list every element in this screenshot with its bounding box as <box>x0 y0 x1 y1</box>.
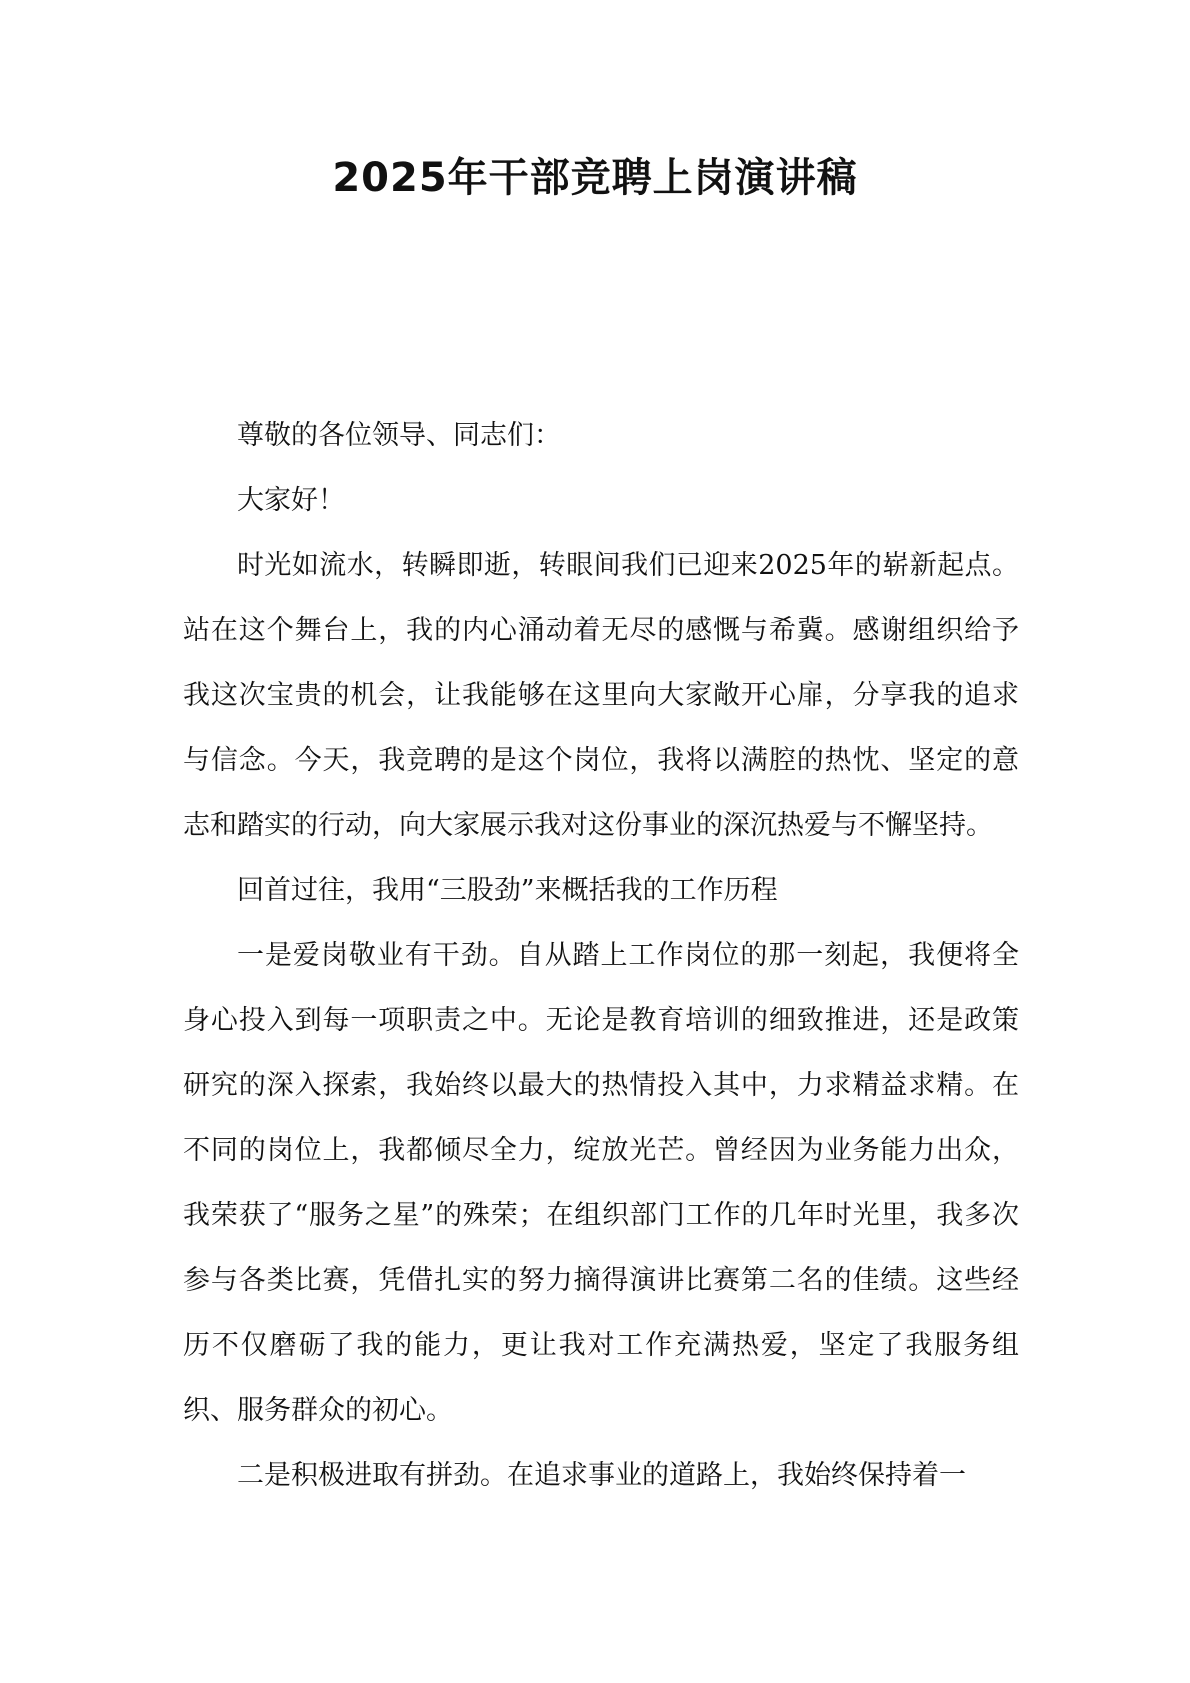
document-body <box>183 403 1019 1508</box>
document-title: 2025年干部竞聘上岗演讲稿 <box>332 155 858 201</box>
salutation: 尊敬的各位领导、同志们： <box>237 420 561 451</box>
paragraph-intro: 时光如流水，转瞬即逝，转眼间我们已迎来2025年的崭新起点。站在这个舞台上，我的内心涌动着无尽的感慨与希冀。感谢组织给予我这次宝贵的机会，让我能够在这里向大家敞开心扉，分享我的追求与信念。今天，我竞聘的是这个岗位，我将以满腔的热忱、坚定的意志和踏实的行动，向大家展示我对这份事业的深沉热爱与不懈坚持。 <box>183 550 1019 841</box>
greeting: 大家好！ <box>237 485 345 516</box>
paragraph-summary: 回首过往，我用“三股劲”来概括我的工作历程 <box>237 875 778 906</box>
paragraph-point-two: 二是积极进取有拼劲。在追求事业的道路上，我始终保持着一 <box>237 1460 966 1491</box>
paragraph-point-one: 一是爱岗敬业有干劲。自从踏上工作岗位的那一刻起，我便将全身心投入到每一项职责之中。无论是教育培训的细致推进，还是政策研究的深入探索，我始终以最大的热情投入其中，力求精益求精。在不同的岗位上，我都倾尽全力，绽放光芒。曾经因为业务能力出众，我荣获了“服务之星”的殊荣；在组织部门工作的几年时光里，我多次参与各类比赛，凭借扎实的努力摘得演讲比赛第二名的佳绩。这些经历不仅磨砺了我的能力，更让我对工作充满热爱，坚定了我服务组织、服务群众的初心。 <box>183 940 1019 1426</box>
